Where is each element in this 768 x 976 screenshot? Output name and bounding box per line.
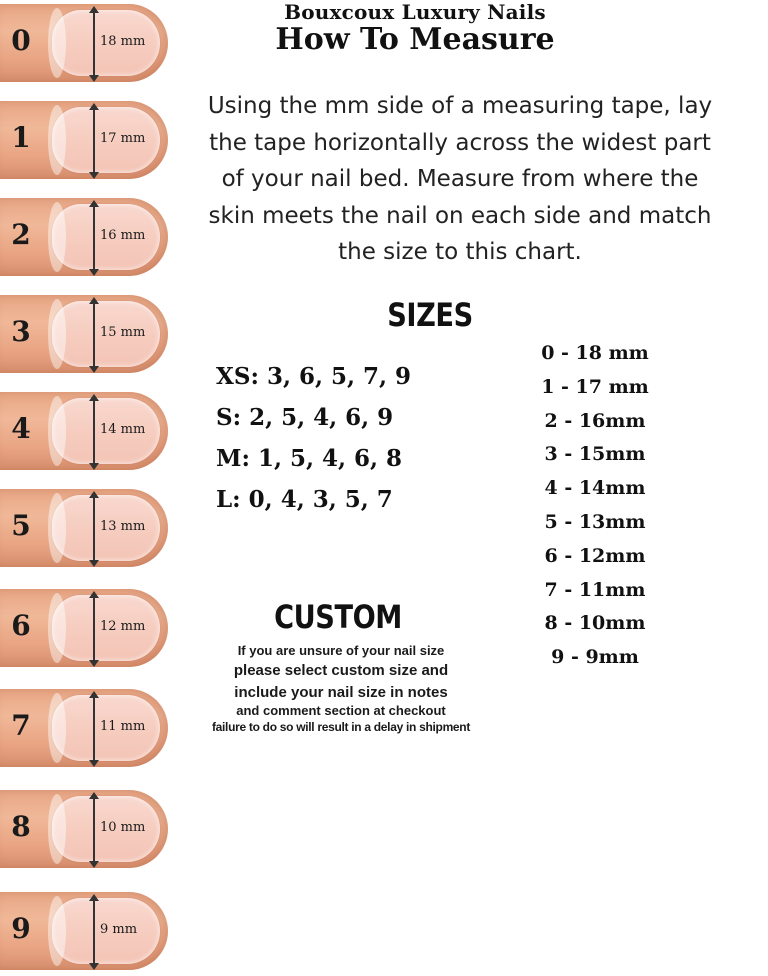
custom-note-line: failure to do so will result in a delay in shipment — [211, 720, 471, 734]
sizes-heading: SIZES — [387, 296, 473, 334]
size-chart-row: 3 - 15mm — [544, 443, 646, 466]
measure-arrow-icon — [93, 693, 95, 765]
cuticle-highlight — [48, 693, 66, 763]
finger-width-label: 12 mm — [100, 619, 146, 634]
brand-name: Bouxcoux Luxury Nails — [284, 0, 546, 24]
measure-arrow-icon — [93, 105, 95, 177]
finger-size-2 — [0, 194, 172, 282]
cuticle-highlight — [48, 299, 66, 369]
measure-arrow-icon — [93, 299, 95, 371]
custom-size-note — [176, 641, 506, 735]
finger-number: 1 — [11, 121, 31, 154]
finger-width-label: 15 mm — [100, 325, 146, 340]
size-group-m: M: 1, 5, 4, 6, 8 — [216, 445, 403, 472]
finger-size-1 — [0, 97, 172, 185]
finger-number: 5 — [11, 509, 31, 542]
finger-size-4 — [0, 388, 172, 476]
cuticle-highlight — [48, 396, 66, 466]
cuticle-highlight — [48, 794, 66, 864]
finger-number: 3 — [11, 315, 31, 348]
finger-width-label: 9 mm — [100, 922, 138, 937]
finger-width-label: 11 mm — [100, 719, 146, 734]
finger-width-label: 14 mm — [100, 422, 146, 437]
measure-arrow-icon — [93, 8, 95, 80]
finger-number: 7 — [11, 709, 31, 742]
measure-instructions — [186, 88, 734, 271]
instruction-line: the size to this chart. — [338, 239, 582, 265]
custom-note-line: and comment section at checkout — [236, 703, 446, 718]
instruction-line: Using the mm side of a measuring tape, lay — [207, 93, 713, 119]
finger-number: 6 — [11, 609, 31, 642]
cuticle-highlight — [48, 896, 66, 966]
finger-size-0 — [0, 0, 172, 88]
finger-number: 2 — [11, 218, 31, 251]
measure-arrow-icon — [93, 493, 95, 565]
cuticle-highlight — [48, 105, 66, 175]
finger-width-label: 10 mm — [100, 820, 146, 835]
size-chart-row: 9 - 9mm — [551, 646, 639, 669]
page-title: How To Measure — [275, 22, 555, 57]
custom-note-line: please select custom size and — [233, 662, 449, 679]
finger-number: 9 — [11, 912, 31, 945]
size-group-list — [216, 362, 411, 526]
finger-width-label: 17 mm — [100, 131, 146, 146]
instruction-line: skin meets the nail on each side and match — [208, 202, 712, 229]
size-chart-row: 6 - 12mm — [544, 544, 646, 567]
finger-width-label: 16 mm — [100, 228, 146, 243]
finger-width-label: 18 mm — [100, 34, 146, 49]
finger-size-5 — [0, 485, 172, 573]
size-group-xs: XS: 3, 6, 5, 7, 9 — [216, 363, 412, 390]
size-chart-row: 4 - 14mm — [544, 477, 646, 500]
custom-note-line: include your nail size in notes — [234, 684, 448, 701]
finger-size-3 — [0, 291, 172, 379]
finger-size-6 — [0, 585, 172, 673]
size-group-l: L: 0, 4, 3, 5, 7 — [216, 486, 393, 513]
custom-note-line: If you are unsure of your nail size — [237, 643, 445, 658]
measure-arrow-icon — [93, 202, 95, 274]
cuticle-highlight — [48, 493, 66, 563]
cuticle-highlight — [48, 593, 66, 663]
size-chart-row: 0 - 18 mm — [541, 342, 649, 364]
measure-arrow-icon — [93, 794, 95, 866]
finger-size-8 — [0, 786, 172, 874]
size-chart-row: 7 - 11mm — [544, 578, 646, 601]
size-chart-row: 5 - 13mm — [544, 510, 646, 533]
finger-number: 4 — [11, 412, 31, 445]
size-chart-row: 1 - 17 mm — [541, 375, 649, 398]
measure-arrow-icon — [93, 396, 95, 468]
cuticle-highlight — [48, 202, 66, 272]
cuticle-highlight — [48, 8, 66, 78]
measure-arrow-icon — [93, 593, 95, 665]
finger-size-column — [0, 0, 180, 972]
finger-size-7 — [0, 685, 172, 773]
size-chart-row: 2 - 16mm — [544, 409, 646, 432]
size-chart-row: 8 - 10mm — [544, 612, 646, 635]
size-group-s: S: 2, 5, 4, 6, 9 — [216, 404, 394, 431]
custom-heading: CUSTOM — [274, 598, 402, 636]
instruction-line: the tape horizontally across the widest part — [209, 129, 711, 156]
finger-number: 8 — [11, 810, 31, 843]
finger-size-9 — [0, 888, 172, 976]
finger-width-label: 13 mm — [100, 519, 146, 534]
finger-number: 0 — [11, 24, 31, 57]
size-chart-list — [520, 338, 670, 676]
instruction-line: of your nail bed. Measure from where the — [221, 166, 699, 192]
measure-arrow-icon — [93, 896, 95, 968]
